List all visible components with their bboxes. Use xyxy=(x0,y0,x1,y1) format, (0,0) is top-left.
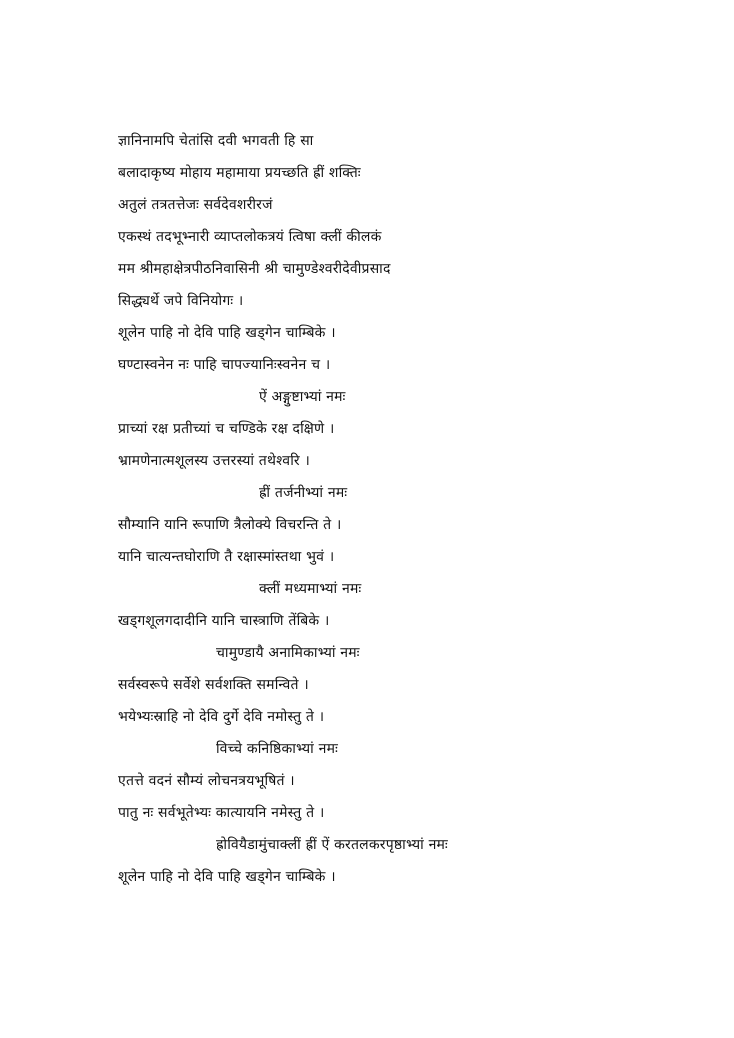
verse-line: सर्वस्वरूपे सर्वेशे सर्वशक्ति समन्विते । xyxy=(118,677,309,693)
verse-line: पातु नः सर्वभूतेभ्यः कात्यायनि नमेस्तु ते । xyxy=(118,805,325,821)
text-line: सिद्ध्यर्थे जपे विनियोगः । xyxy=(118,293,244,309)
verse-line: शूलेन पाहि नो देवि पाहि खड्गेन चाम्बिके । xyxy=(118,869,336,885)
verse-line: घण्टास्वनेन नः पाहि चापज्यानिःस्वनेन च । xyxy=(118,357,331,373)
verse-line: भयेभ्यःस्राहि नो देवि दुर्गे देवि नमोस्तु ते । xyxy=(118,709,325,725)
verse-line: प्राच्यां रक्ष प्रतीच्यां च चण्डिके रक्ष दक्षिणे । xyxy=(118,421,335,437)
verse-line: एतत्ते वदनं सौम्यं लोचनत्रयभूषितं । xyxy=(118,773,295,789)
text-line: ज्ञानिनामपि चेतांसि दवी भगवती हि सा xyxy=(118,133,314,149)
verse-line: सौम्यानि यानि रूपाणि त्रैलोक्ये विचरन्ति ते । xyxy=(118,517,342,533)
nyasa-heading: ह्रोवियैडामुंचाक्लीं ह्रीं ऐं करतलकरपृष्ठाभ्यां नमः xyxy=(216,837,448,853)
text-line: बलादाकृष्य मोहाय महामाया प्रयच्छति ह्रीं शक्तिः xyxy=(118,165,361,181)
text-line: अतुलं तत्रतत्तेजः सर्वदेवशरीरजं xyxy=(118,197,273,213)
nyasa-heading: ह्रीं तर्जनीभ्यां नमः xyxy=(259,485,348,501)
verse-line: खड्गशूलगदादीनि यानि चास्त्राणि तेंबिके । xyxy=(118,613,330,629)
verse-line: यानि चात्यन्तघोराणि तै रक्षास्मांस्तथा भुवं । xyxy=(118,549,335,565)
nyasa-heading: विच्चे कनिष्ठिकाभ्यां नमः xyxy=(216,741,339,757)
nyasa-heading: ऐं अङ्गुष्टाभ्यां नमः xyxy=(259,389,346,405)
verse-line: भ्रामणेनात्मशूलस्य उत्तरस्यां तथेश्वरि । xyxy=(118,453,310,469)
verse-line: शूलेन पाहि नो देवि पाहि खड्गेन चाम्बिके । xyxy=(118,325,336,341)
text-line: मम श्रीमहाक्षेत्रपीठनिवासिनी श्री चामुण्डेश्वरीदेवीप्रसाद xyxy=(118,261,391,277)
nyasa-heading: चामुण्डायै अनामिकाभ्यां नमः xyxy=(216,645,360,661)
text-line: एकस्थं तदभूभ्नारी व्याप्तलोकत्रयं त्विषा क्लीं कीलकं xyxy=(118,229,382,245)
nyasa-heading: क्लीं मध्यमाभ्यां नमः xyxy=(259,581,362,597)
